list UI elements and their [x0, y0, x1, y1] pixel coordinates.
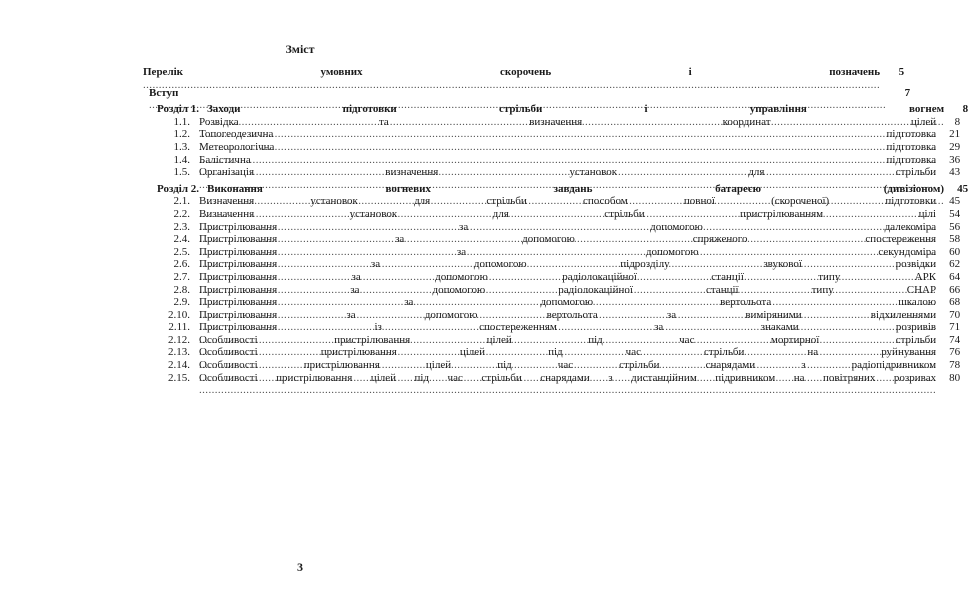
- toc-entry-label: Метеорологічна підготовка: [199, 140, 937, 153]
- toc-entry-page: 5: [898, 66, 905, 78]
- toc-entry-title: [199, 153, 961, 167]
- toc-entry-title: [199, 270, 961, 284]
- toc-entry-number: 2.13.: [168, 346, 190, 359]
- toc-entry-label: Організація визначення установок для стрільби: [199, 166, 937, 179]
- toc-entry-page: 58: [949, 233, 961, 246]
- toc-chapter-entry[interactable]: [143, 103, 968, 116]
- toc-subsection-entry[interactable]: [143, 258, 961, 271]
- toc-entry-number: Розділ 1.: [157, 103, 199, 116]
- toc-entry-title: [199, 283, 961, 297]
- toc-entry-number: 2.12.: [168, 333, 190, 346]
- toc-entry-page: 8: [954, 115, 961, 128]
- toc-entry-title: [199, 140, 961, 154]
- toc-entry-page: 56: [949, 220, 961, 233]
- toc-entry-page: 54: [949, 207, 961, 220]
- toc-subsection-entry[interactable]: [143, 283, 961, 297]
- toc-entry-page: 45: [957, 182, 968, 195]
- page-number: 3: [297, 560, 303, 574]
- toc-entry-page: 7: [904, 86, 911, 99]
- toc-entry-title: [199, 359, 961, 372]
- toc-entry-page: 43: [949, 166, 961, 179]
- toc-entry-page: 64: [949, 270, 961, 283]
- toc-entry-label: Виконання вогневих завдань батареєю (дивізіоном): [207, 182, 945, 195]
- toc-entry-page: 80: [949, 371, 961, 384]
- toc-entry-number: 1.3.: [173, 140, 190, 153]
- toc-entry-number: 2.5.: [173, 245, 190, 258]
- toc-entry-number: 1.1.: [173, 115, 190, 128]
- toc-subsection-entry[interactable]: [143, 270, 961, 284]
- toc-entry-title: [199, 308, 961, 322]
- toc-entry-page: 71: [949, 321, 961, 334]
- toc-entry-title: [199, 321, 961, 334]
- toc-subsection-entry[interactable]: [143, 359, 961, 372]
- toc-entry-page: 60: [949, 245, 961, 258]
- toc-entry-label: Розвідка та визначення координат цілей: [199, 115, 937, 128]
- toc-entry-title: [199, 207, 961, 221]
- toc-entry-label: Пристрілювання за допомогою секундоміра: [199, 245, 937, 258]
- toc-entry-title: [199, 128, 961, 141]
- toc-subsection-entry[interactable]: [143, 166, 961, 179]
- toc-entry[interactable]: [143, 86, 911, 100]
- toc-entry-title: [143, 66, 905, 79]
- toc-entry-page: 68: [949, 296, 961, 309]
- toc-entry-title: [199, 333, 961, 347]
- toc-entry-label: Особливості пристрілювання цілей під час мортирної стрільби: [199, 333, 937, 346]
- toc-entry-page: 62: [949, 258, 961, 271]
- toc-entry-number: 2.11.: [168, 321, 190, 334]
- toc-entry-page: 36: [949, 153, 961, 166]
- toc-entry-page: 21: [949, 128, 961, 141]
- toc-entry-title: [149, 86, 911, 100]
- toc-entry-number: 2.7.: [173, 270, 190, 283]
- toc-entry-number: 1.4.: [173, 153, 190, 166]
- toc-subsection-entry[interactable]: [143, 153, 961, 167]
- toc-subsection-entry[interactable]: [143, 115, 961, 129]
- toc-entry-label: Пристрілювання за допомогою радіолокаційної станції типу СНАР: [199, 283, 937, 296]
- toc-entry-label: Пристрілювання за допомогою спряженого спостереження: [199, 233, 937, 246]
- toc-subsection-entry[interactable]: [143, 296, 961, 309]
- toc-subsection-entry[interactable]: [143, 333, 961, 347]
- toc-title: Зміст: [285, 42, 315, 56]
- toc-entry-page: 76: [949, 346, 961, 359]
- toc-entry[interactable]: [143, 66, 905, 79]
- toc-entry-label: Пристрілювання за допомогою вертольота за виміряними відхиленнями: [199, 308, 937, 321]
- toc-entry-title: [207, 103, 968, 116]
- toc-entry-title: [199, 371, 961, 385]
- toc-entry-page: 29: [949, 140, 961, 153]
- toc-entry-page: 74: [949, 333, 961, 346]
- toc-entry-number: 2.4.: [173, 233, 190, 246]
- toc-entry-title: [199, 258, 961, 271]
- toc-subsection-entry[interactable]: [143, 308, 961, 322]
- toc-subsection-entry[interactable]: [143, 321, 961, 334]
- toc-entry-label: Топогеодезична підготовка: [199, 128, 937, 141]
- toc-subsection-entry[interactable]: [143, 220, 961, 234]
- toc-entry-label: Визначення установок для стрільби пристрілюванням цілі: [199, 207, 937, 220]
- toc-entry-number: 1.2.: [173, 128, 190, 141]
- toc-entry-number: 2.9.: [173, 296, 190, 309]
- toc-entry-label: Особливості пристрілювання цілей під час стрільби снарядами з радіопідривником: [199, 359, 937, 372]
- toc-entry-title: [199, 166, 961, 179]
- toc-subsection-entry[interactable]: [143, 128, 961, 141]
- toc-entry-label: Перелік умовних скорочень і позначень: [143, 66, 881, 78]
- toc-entry-title: [207, 182, 968, 196]
- toc-entry-number: Розділ 2.: [157, 182, 199, 195]
- toc-subsection-entry[interactable]: [143, 371, 961, 385]
- toc-entry-label: Пристрілювання за допомогою вертольота шкалою: [199, 296, 937, 309]
- toc-entry-label: Особливості пристрілювання цілей під час стрільби на руйнування: [199, 346, 937, 359]
- toc-subsection-entry[interactable]: [143, 233, 961, 246]
- toc-entry-page: 66: [949, 283, 961, 296]
- toc-entry-number: 2.2.: [173, 207, 190, 220]
- toc-entry-title: [199, 296, 961, 309]
- toc-chapter-entry[interactable]: [143, 182, 968, 196]
- toc-entry-title: [199, 233, 961, 246]
- toc-entry-number: 2.10.: [168, 308, 190, 321]
- toc-entry-number: 2.1.: [173, 195, 190, 208]
- toc-entry-title: [199, 195, 961, 208]
- toc-entry-title: [199, 346, 961, 359]
- toc-entry-title: [199, 245, 961, 259]
- toc-entry-number: 1.5.: [173, 166, 190, 179]
- toc-subsection-entry[interactable]: [143, 195, 961, 208]
- toc-entry-page: 45: [949, 195, 961, 208]
- toc-entry-label: Вступ: [149, 86, 179, 99]
- toc-entry-page: 8: [962, 103, 968, 116]
- toc-entry-label: Пристрілювання за допомогою далекоміра: [199, 220, 937, 233]
- toc-entry-title: [199, 220, 961, 234]
- toc-entry-number: 2.8.: [173, 283, 190, 296]
- toc-entry-label: Пристрілювання за допомогою підрозділу звукової розвідки: [199, 258, 937, 271]
- toc-entry-label: Особливості пристрілювання цілей під час стрільби снарядами з дистанційним підривником на повітряних розривах: [199, 371, 937, 384]
- toc-entry-number: 2.14.: [168, 359, 190, 372]
- toc-subsection-entry[interactable]: [143, 346, 961, 359]
- toc-subsection-entry[interactable]: [143, 245, 961, 259]
- toc-entry-page: 70: [949, 308, 961, 321]
- toc-entry-label: Пристрілювання за допомогою радіолокаційної станції типу АРК: [199, 270, 937, 283]
- toc-subsection-entry[interactable]: [143, 140, 961, 154]
- toc-entry-label: Балістична підготовка: [199, 153, 937, 166]
- toc-entry-label: Заходи підготовки стрільби і управління вогнем: [207, 103, 945, 116]
- toc-entry-number: 2.15.: [168, 371, 190, 384]
- toc-entry-label: Визначення установок для стрільби способом повної (скороченої) підготовки: [199, 195, 937, 208]
- toc-entry-number: 2.6.: [173, 258, 190, 271]
- toc-entry-title: [199, 115, 961, 129]
- toc-entry-number: 2.3.: [173, 220, 190, 233]
- toc-subsection-entry[interactable]: [143, 207, 961, 221]
- toc-entry-page: 78: [949, 359, 961, 372]
- table-of-contents: [143, 66, 968, 384]
- toc-entry-label: Пристрілювання із спостереженням за знаками розривів: [199, 321, 937, 334]
